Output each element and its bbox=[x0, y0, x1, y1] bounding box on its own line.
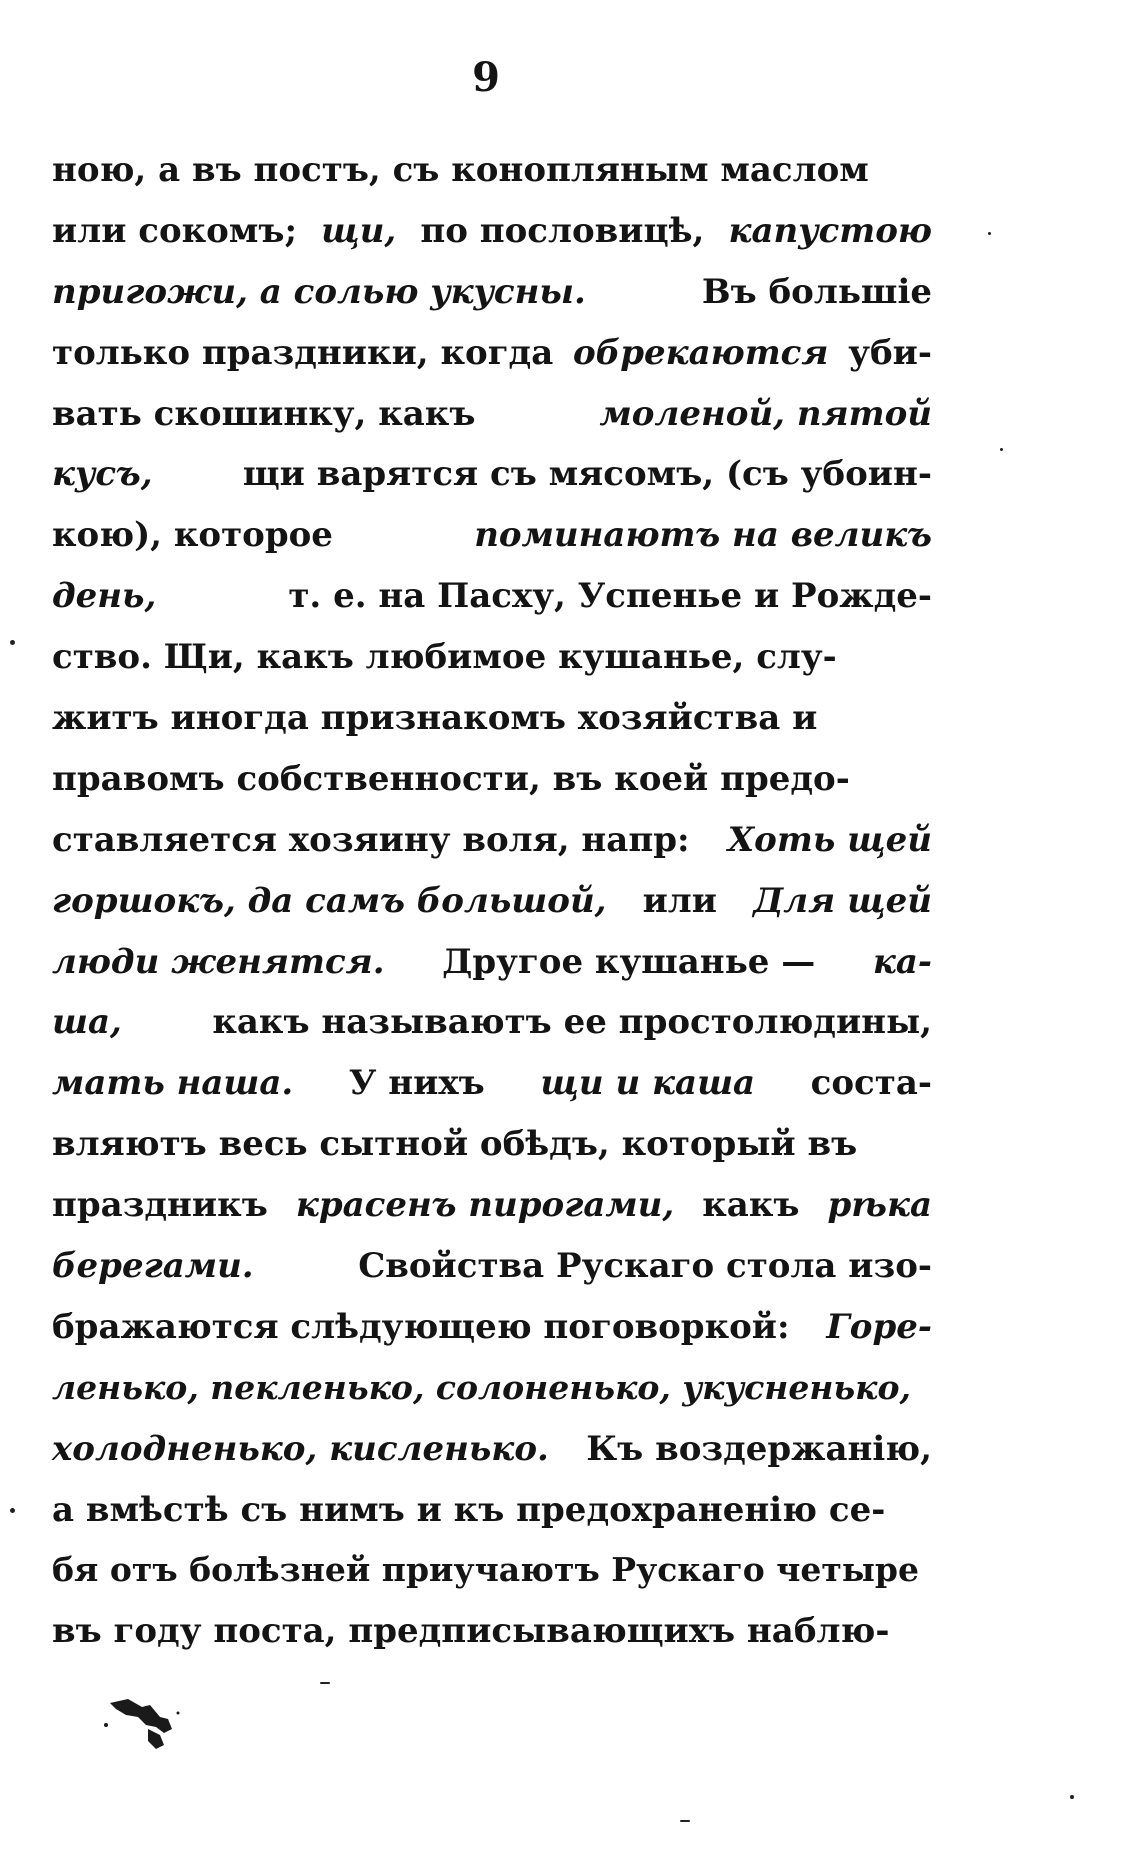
text-segment: Къ воздержанію, bbox=[586, 1428, 932, 1469]
text-segment: какъ bbox=[702, 1185, 800, 1226]
italic-text-segment: щи и каша bbox=[540, 1063, 756, 1104]
text-segment: правомъ собственности, въ коей предо- bbox=[52, 758, 850, 799]
italic-text-segment: день, bbox=[52, 576, 157, 617]
text-line bbox=[52, 871, 932, 932]
text-line bbox=[52, 1358, 932, 1419]
text-segment: только праздники, когда bbox=[52, 332, 554, 373]
italic-text-segment: капустою bbox=[728, 210, 932, 251]
text-segment: соста- bbox=[810, 1063, 932, 1104]
text-line bbox=[52, 688, 932, 749]
text-line bbox=[52, 1175, 932, 1236]
italic-text-segment: пригожи, а солью укусны. bbox=[52, 271, 586, 312]
text-segment: вать скошинку, какъ bbox=[52, 393, 476, 434]
italic-text-segment: Хоть щей bbox=[727, 819, 932, 860]
italic-text-segment: кусъ, bbox=[52, 454, 153, 495]
text-line bbox=[52, 627, 932, 688]
text-line bbox=[52, 1419, 932, 1480]
text-line bbox=[52, 1480, 932, 1541]
text-line bbox=[52, 1236, 932, 1297]
italic-text-segment: щи, bbox=[321, 210, 397, 251]
text-segment: уби- bbox=[848, 332, 932, 373]
print-speck bbox=[1070, 1795, 1074, 1799]
text-segment: по пословицѣ, bbox=[420, 210, 705, 251]
print-speck bbox=[10, 1508, 15, 1513]
text-line bbox=[52, 566, 932, 627]
text-line bbox=[52, 749, 932, 810]
text-line bbox=[52, 1297, 932, 1358]
print-speck bbox=[320, 1682, 330, 1684]
text-segment: праздникъ bbox=[52, 1185, 268, 1226]
printer-ornament bbox=[98, 1695, 193, 1755]
body-text bbox=[52, 140, 932, 1662]
text-segment: въ году поста, предписывающихъ наблю- bbox=[52, 1611, 890, 1652]
italic-text-segment: моленой, пятой bbox=[599, 393, 932, 434]
italic-text-segment: поминаютъ на великъ bbox=[474, 515, 932, 556]
text-segment: ставляется хозяину воля, напр: bbox=[52, 819, 690, 860]
text-line bbox=[52, 1540, 932, 1601]
text-segment: какъ называютъ ее простолюдины, bbox=[212, 1002, 932, 1043]
print-speck bbox=[680, 1820, 690, 1822]
print-speck bbox=[988, 232, 991, 235]
text-line bbox=[52, 323, 932, 384]
text-segment: ство. Щи, какъ любимое кушанье, слу- bbox=[52, 637, 837, 678]
italic-text-segment: горшокъ, да самъ большой, bbox=[52, 880, 607, 921]
text-segment: житъ иногда признакомъ хозяйства и bbox=[52, 698, 818, 739]
text-segment: щи варятся съ мясомъ, (съ убоин- bbox=[242, 454, 932, 495]
text-line bbox=[52, 1053, 932, 1114]
text-line bbox=[52, 262, 932, 323]
text-line bbox=[52, 932, 932, 993]
print-speck bbox=[10, 640, 15, 645]
text-segment: или bbox=[642, 880, 717, 921]
page-number: 9 bbox=[472, 54, 500, 101]
italic-text-segment: красенъ пирогами, bbox=[295, 1185, 675, 1226]
text-segment: Другое кушанье — bbox=[442, 941, 816, 982]
italic-text-segment: Для щей bbox=[753, 880, 932, 921]
text-line bbox=[52, 444, 932, 505]
text-segment: У нихъ bbox=[348, 1063, 485, 1104]
text-segment: или сокомъ; bbox=[52, 210, 298, 251]
italic-text-segment: Горе- bbox=[826, 1306, 932, 1347]
print-speck bbox=[1000, 448, 1003, 451]
text-line bbox=[52, 140, 932, 201]
text-segment: ною, а въ постъ, съ конопляным маслом bbox=[52, 150, 869, 190]
text-line bbox=[52, 810, 932, 871]
italic-text-segment: рѣка bbox=[827, 1185, 932, 1226]
italic-text-segment: люди женятся. bbox=[52, 941, 385, 982]
text-line bbox=[52, 1601, 932, 1662]
text-line bbox=[52, 505, 932, 566]
text-segment: т. е. на Пасху, Успенье и Рожде- bbox=[288, 576, 932, 617]
text-segment: а вмѣстѣ съ нимъ и къ предохраненію се- bbox=[52, 1489, 886, 1530]
text-line bbox=[52, 384, 932, 445]
italic-text-segment: ша, bbox=[52, 1002, 122, 1043]
italic-text-segment: берегами. bbox=[52, 1246, 254, 1287]
text-segment: вляютъ весь сытной обѣдъ, который въ bbox=[52, 1124, 858, 1165]
text-line bbox=[52, 1114, 932, 1175]
italic-text-segment: обрекаются bbox=[572, 332, 829, 373]
italic-text-segment: мать наша. bbox=[52, 1063, 294, 1104]
italic-text-segment: холодненько, кисленько. bbox=[52, 1428, 549, 1469]
text-line bbox=[52, 992, 932, 1053]
text-segment: Свойства Рускаго стола изо- bbox=[358, 1246, 932, 1287]
text-segment: бражаются слѣдующею поговоркой: bbox=[52, 1306, 790, 1347]
text-segment: Въ большіе bbox=[701, 271, 932, 312]
text-segment: кою), которое bbox=[52, 515, 333, 556]
text-line bbox=[52, 201, 932, 262]
italic-text-segment: ка- bbox=[872, 941, 932, 982]
text-segment: бя отъ болѣзней приучаютъ Рускаго четыре bbox=[52, 1550, 919, 1590]
italic-text-segment: ленько, пекленько, солоненько, укусненько, bbox=[52, 1367, 911, 1407]
